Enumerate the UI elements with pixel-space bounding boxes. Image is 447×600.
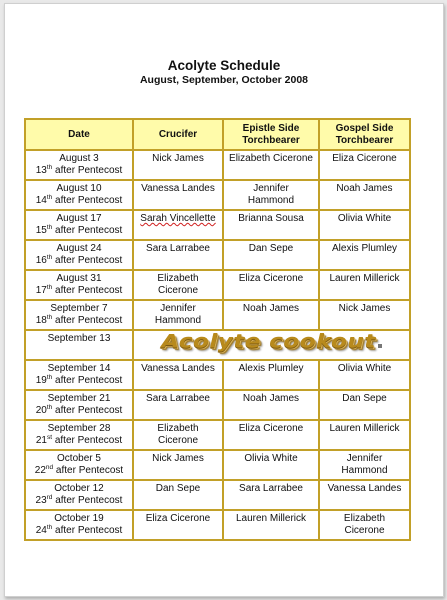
date-cell	[25, 480, 133, 510]
table-row	[25, 240, 410, 270]
epistle-torchbearer-name: Lauren Millerick	[235, 513, 307, 524]
service-date: August 24	[56, 243, 102, 254]
date-cell	[25, 360, 133, 390]
epistle-cell	[223, 300, 319, 330]
ordinal-suffix: th	[46, 404, 53, 411]
crucifer-name: Jennifer Hammond	[154, 303, 202, 326]
event-wordart: Acolyte cookout	[161, 331, 376, 352]
crucifer-name: Elizabeth Cicerone	[157, 273, 199, 296]
ordinal-suffix: th	[46, 374, 53, 381]
table-row	[25, 510, 410, 540]
crucifer-name: Sara Larrabee	[146, 243, 210, 254]
sunday-number: 21	[35, 435, 47, 446]
after-pentecost-label: after Pentecost	[52, 375, 123, 386]
gospel-cell	[319, 180, 410, 210]
service-date: September 13	[47, 333, 111, 344]
crucifer-cell	[133, 360, 223, 390]
table-row	[25, 210, 410, 240]
header-epistle-line2: Torchbearer	[242, 135, 300, 146]
service-date: September 21	[47, 393, 111, 404]
epistle-cell	[223, 390, 319, 420]
epistle-torchbearer-name: Eliza Cicerone	[238, 423, 304, 434]
special-event-cell	[133, 330, 410, 360]
gospel-cell	[319, 450, 410, 480]
crucifer-cell	[133, 450, 223, 480]
service-date: October 19	[54, 513, 104, 524]
after-pentecost-label: after Pentecost	[52, 255, 123, 266]
table-header-row	[25, 119, 410, 150]
page-title: Acolyte Schedule	[167, 58, 281, 73]
date-cell	[25, 180, 133, 210]
table-row	[25, 360, 410, 390]
ordinal-suffix: nd	[45, 464, 54, 471]
after-pentecost-label: after Pentecost	[52, 495, 123, 506]
table-row	[25, 330, 410, 360]
crucifer-cell	[133, 150, 223, 180]
gospel-torchbearer-name: Olivia White	[337, 213, 392, 224]
document-page	[4, 3, 444, 597]
crucifer-name: Elizabeth Cicerone	[157, 423, 199, 446]
after-pentecost-label: after Pentecost	[52, 405, 123, 416]
epistle-cell	[223, 480, 319, 510]
epistle-torchbearer-name: Olivia White	[244, 453, 298, 464]
sunday-number: 22	[34, 465, 46, 476]
date-cell	[25, 390, 133, 420]
ordinal-suffix: st	[47, 434, 53, 441]
gospel-torchbearer-name: Lauren Millerick	[329, 423, 400, 434]
gospel-cell	[319, 420, 410, 450]
gospel-torchbearer-name: Olivia White	[337, 363, 392, 374]
crucifer-name: Dan Sepe	[155, 483, 201, 494]
ordinal-suffix: th	[46, 524, 53, 531]
ordinal-suffix: th	[46, 224, 53, 231]
epistle-cell	[223, 360, 319, 390]
service-date: August 3	[59, 153, 99, 164]
table-row	[25, 390, 410, 420]
gospel-cell	[319, 510, 410, 540]
date-cell	[25, 150, 133, 180]
epistle-torchbearer-name: Sara Larrabee	[239, 483, 303, 494]
table-row	[25, 450, 410, 480]
service-date: October 12	[54, 483, 104, 494]
table-row	[25, 270, 410, 300]
ordinal-suffix: th	[46, 164, 53, 171]
crucifer-name: Vanessa Landes	[141, 363, 215, 374]
gospel-cell	[319, 390, 410, 420]
gospel-torchbearer-name: Noah James	[336, 183, 393, 194]
epistle-torchbearer-name: Elizabeth Cicerone	[229, 153, 313, 164]
date-cell	[25, 240, 133, 270]
epistle-cell	[223, 420, 319, 450]
gospel-torchbearer-name: Eliza Cicerone	[332, 153, 397, 164]
gospel-cell	[319, 360, 410, 390]
crucifer-cell	[133, 390, 223, 420]
after-pentecost-label: after Pentecost	[52, 195, 123, 206]
crucifer-cell	[133, 420, 223, 450]
crucifer-name: Eliza Cicerone	[145, 513, 211, 524]
crucifer-cell	[133, 210, 223, 240]
date-cell	[25, 330, 133, 360]
table-row	[25, 180, 410, 210]
table-row	[25, 420, 410, 450]
service-date: August 17	[56, 213, 102, 224]
after-pentecost-label: after Pentecost	[52, 285, 123, 296]
crucifer-name: Vanessa Landes	[141, 183, 215, 194]
gospel-torchbearer-name: Alexis Plumley	[331, 243, 398, 254]
date-cell	[25, 270, 133, 300]
date-cell	[25, 450, 133, 480]
after-pentecost-label: after Pentecost	[53, 465, 124, 476]
crucifer-cell	[133, 480, 223, 510]
after-pentecost-label: after Pentecost	[52, 225, 123, 236]
gospel-cell	[319, 150, 410, 180]
service-date: October 5	[57, 453, 101, 464]
crucifer-cell	[133, 270, 223, 300]
table-row	[25, 300, 410, 330]
gospel-cell	[319, 210, 410, 240]
service-date: August 10	[56, 183, 102, 194]
page-subtitle: August, September, October 2008	[139, 74, 309, 86]
epistle-cell	[223, 510, 319, 540]
gospel-torchbearer-name: Dan Sepe	[342, 393, 387, 404]
table-row	[25, 150, 410, 180]
service-date: September 14	[47, 363, 111, 374]
epistle-torchbearer-name: Noah James	[242, 393, 300, 404]
after-pentecost-label: after Pentecost	[52, 525, 123, 536]
epistle-torchbearer-name: Brianna Sousa	[238, 213, 304, 224]
crucifer-name: Nick James	[152, 453, 204, 464]
header-epistle-torchbearer	[223, 119, 319, 150]
sunday-number: 17	[35, 285, 47, 296]
date-cell	[25, 510, 133, 540]
gospel-torchbearer-name: Elizabeth Cicerone	[343, 513, 386, 536]
gospel-cell	[319, 270, 410, 300]
epistle-cell	[223, 180, 319, 210]
after-pentecost-label: after Pentecost	[52, 315, 123, 326]
epistle-torchbearer-name: Alexis Plumley	[238, 363, 304, 374]
epistle-cell	[223, 270, 319, 300]
gospel-cell	[319, 480, 410, 510]
ordinal-suffix: th	[46, 254, 53, 261]
after-pentecost-label: after Pentecost	[52, 435, 123, 446]
crucifer-cell	[133, 510, 223, 540]
sunday-number: 23	[35, 495, 47, 506]
epistle-torchbearer-name: Dan Sepe	[248, 243, 294, 254]
header-gospel-torchbearer	[319, 119, 410, 150]
sunday-number: 14	[35, 195, 47, 206]
epistle-torchbearer-name: Eliza Cicerone	[238, 273, 304, 284]
sunday-number: 24	[35, 525, 47, 536]
gospel-torchbearer-name: Jennifer Hammond	[341, 453, 388, 476]
crucifer-cell	[133, 300, 223, 330]
gospel-cell	[319, 240, 410, 270]
crucifer-name: Nick James	[152, 153, 204, 164]
service-date: September 7	[50, 303, 108, 314]
ordinal-suffix: rd	[46, 494, 53, 501]
ordinal-suffix: th	[46, 284, 53, 291]
service-date: August 31	[56, 273, 102, 284]
epistle-torchbearer-name: Noah James	[242, 303, 300, 314]
crucifer-cell	[133, 240, 223, 270]
gospel-torchbearer-name: Vanessa Landes	[327, 483, 402, 494]
sunday-number: 20	[35, 405, 47, 416]
crucifer-cell	[133, 180, 223, 210]
header-crucifer: Crucifer	[133, 119, 223, 150]
table-row	[25, 480, 410, 510]
date-cell	[25, 420, 133, 450]
gospel-cell	[319, 300, 410, 330]
sunday-number: 16	[35, 255, 47, 266]
epistle-torchbearer-name: Jennifer Hammond	[247, 183, 295, 206]
after-pentecost-label: after Pentecost	[52, 165, 123, 176]
ordinal-suffix: th	[46, 194, 53, 201]
schedule-table	[24, 118, 411, 541]
header-date: Date	[25, 119, 133, 150]
crucifer-name: Sarah Vincellette	[140, 213, 216, 224]
epistle-cell	[223, 210, 319, 240]
epistle-cell	[223, 450, 319, 480]
header-gospel-line1: Gospel Side	[335, 123, 394, 134]
sunday-number: 19	[35, 375, 47, 386]
gospel-torchbearer-name: Nick James	[338, 303, 391, 314]
date-cell	[25, 210, 133, 240]
epistle-cell	[223, 150, 319, 180]
sunday-number: 15	[35, 225, 47, 236]
service-date: September 28	[47, 423, 111, 434]
resize-handle-icon	[378, 344, 382, 348]
epistle-cell	[223, 240, 319, 270]
sunday-number: 13	[35, 165, 47, 176]
header-epistle-line1: Epistle Side	[242, 123, 300, 134]
date-cell	[25, 300, 133, 330]
gospel-torchbearer-name: Lauren Millerick	[329, 273, 400, 284]
ordinal-suffix: th	[46, 314, 53, 321]
sunday-number: 18	[35, 315, 47, 326]
header-gospel-line2: Torchbearer	[335, 135, 394, 146]
crucifer-name: Sara Larrabee	[146, 393, 210, 404]
